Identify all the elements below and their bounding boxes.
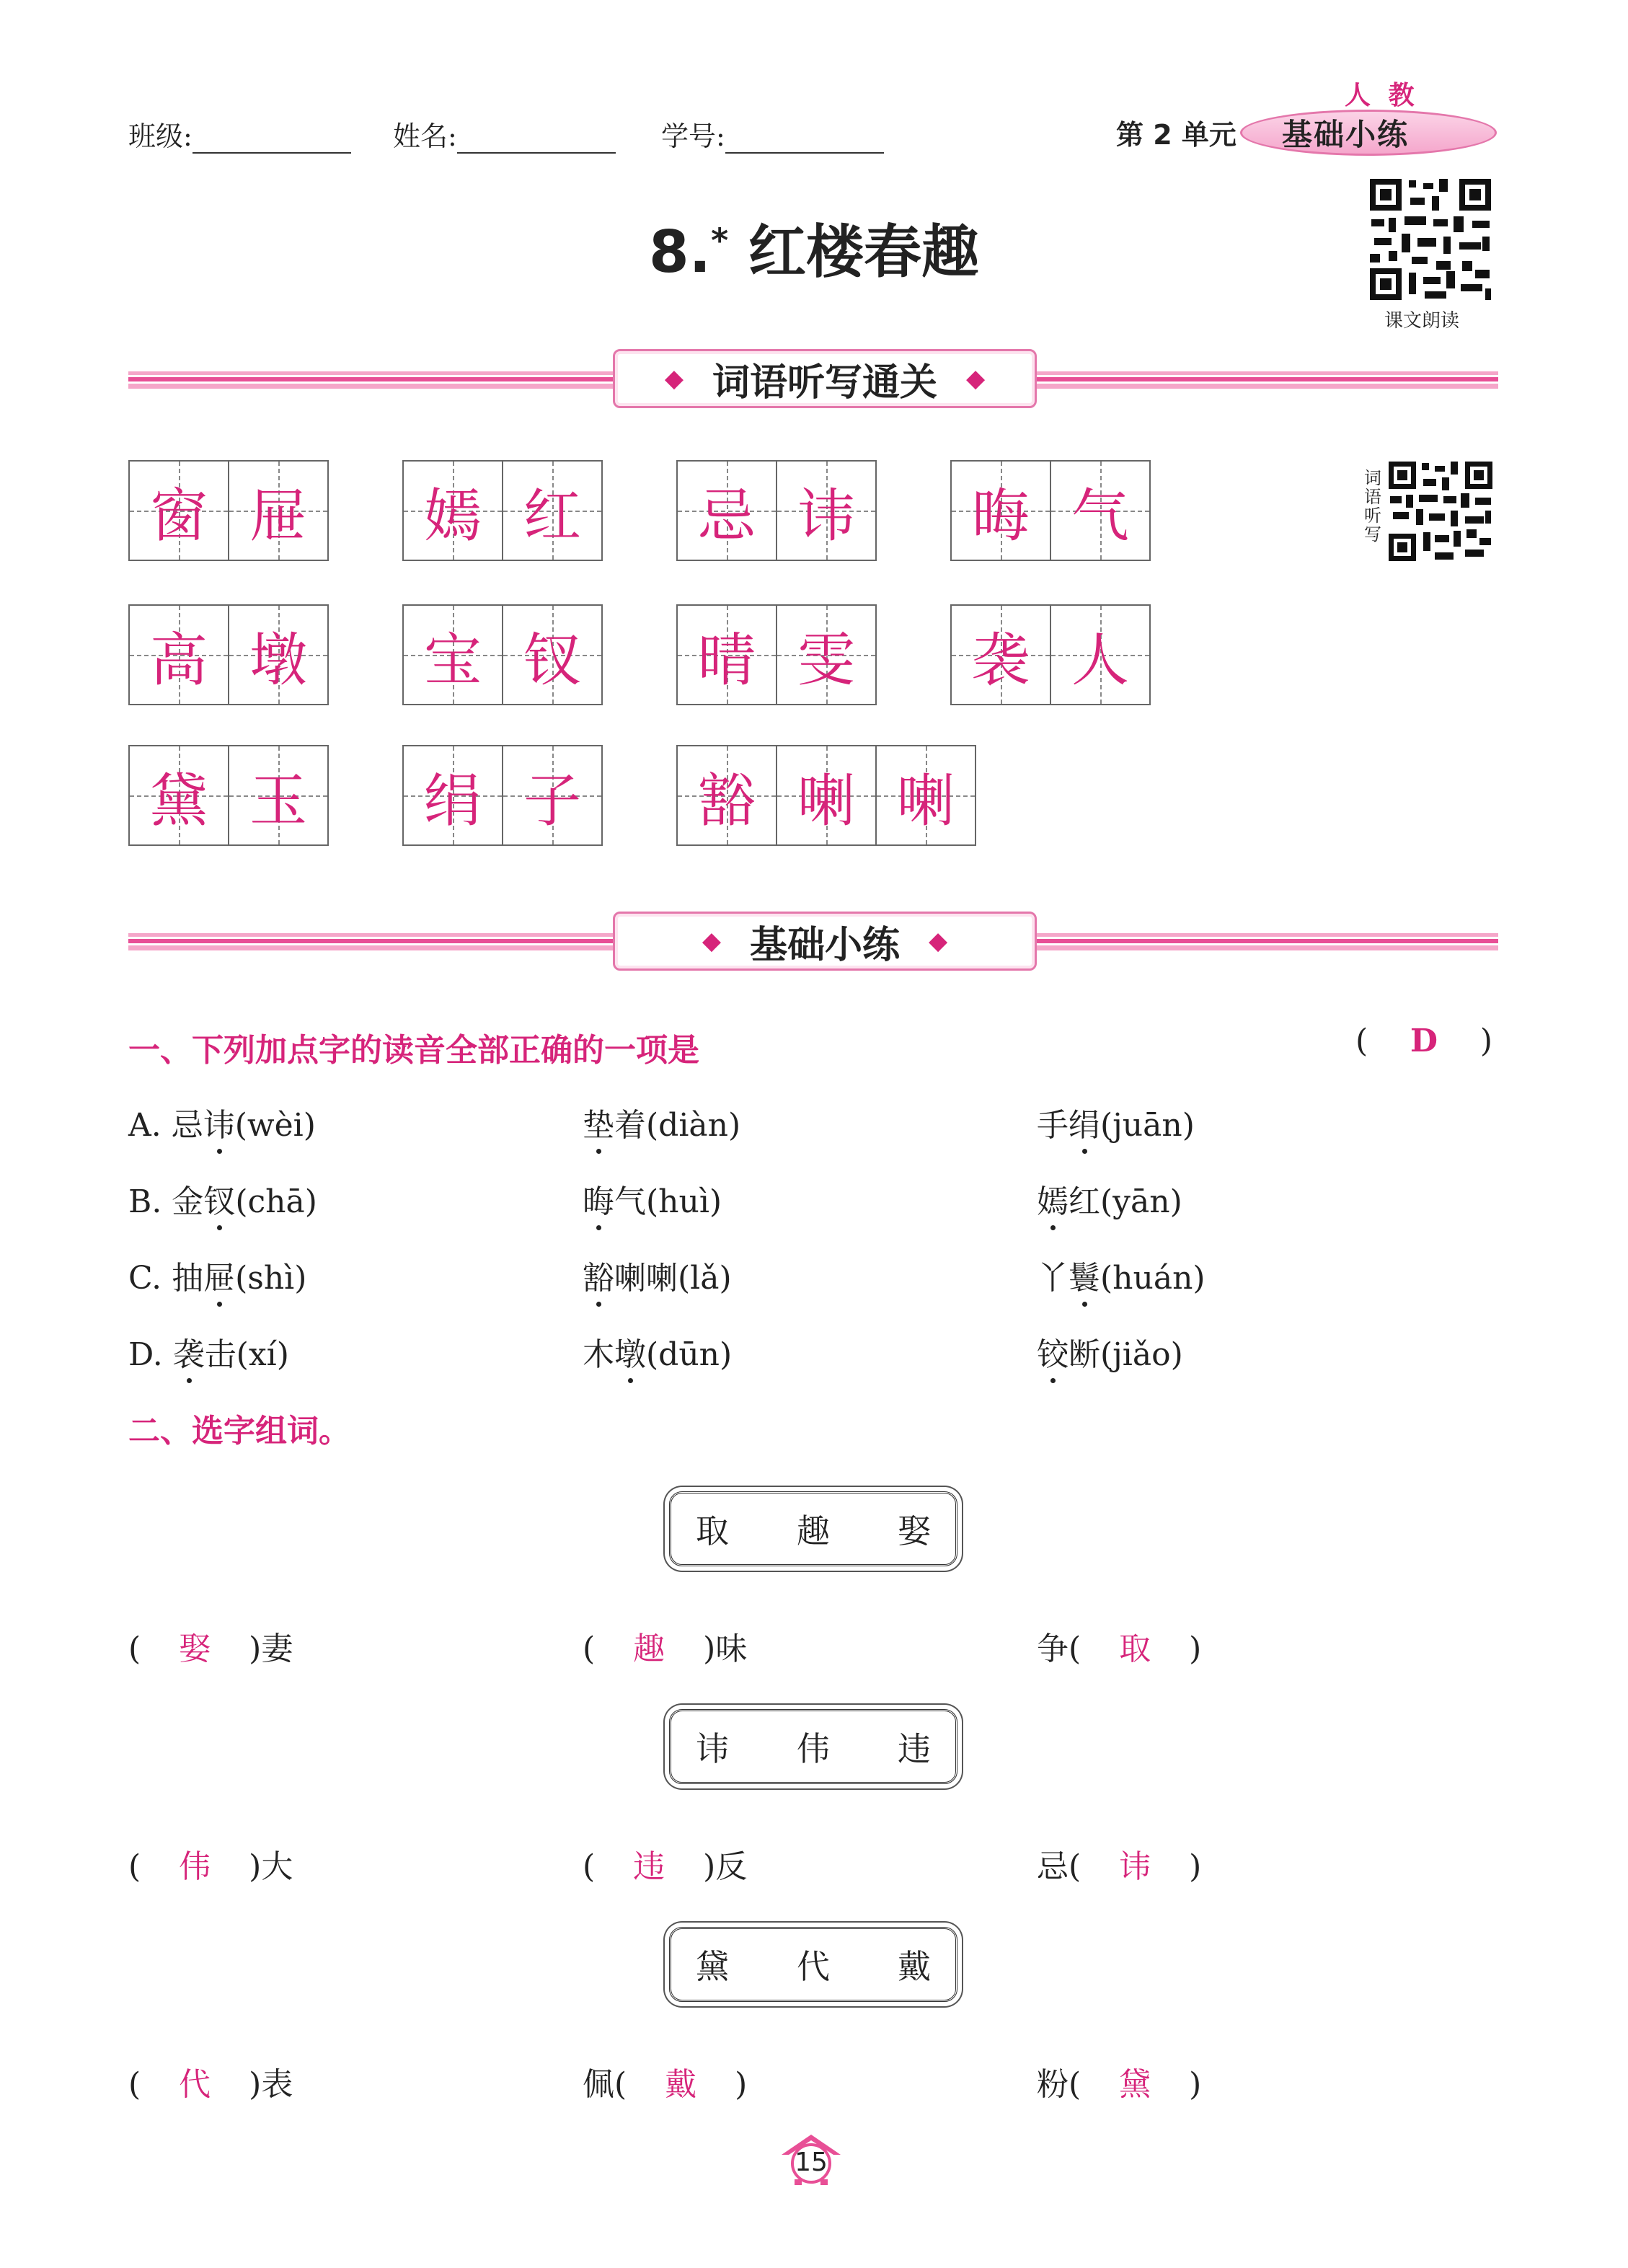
qr-reading-icon[interactable] xyxy=(1367,176,1494,303)
dictation-char: 喇 xyxy=(897,767,955,834)
writing-cell[interactable] xyxy=(228,604,329,705)
dictation-word-grid xyxy=(402,745,603,846)
dictation-char: 晴 xyxy=(698,626,756,694)
writing-cell[interactable] xyxy=(950,604,1051,705)
question-1-answer-box[interactable]: ( D ) xyxy=(1355,1023,1492,1059)
fill-blank-item[interactable]: 粉( 黛 ) xyxy=(1037,2058,1201,2104)
dictation-char: 窗 xyxy=(150,482,208,550)
option-item: 丫鬟(huán) xyxy=(1037,1252,1205,1298)
option-item: D. 袭击(xí) xyxy=(128,1328,289,1375)
writing-cell[interactable] xyxy=(402,745,503,846)
fill-answer: 取 xyxy=(1119,1631,1151,1667)
section-title-dictation: ◆ 词语听写通关 ◆ xyxy=(613,349,1037,408)
writing-cell[interactable] xyxy=(776,460,877,561)
option-item: 嫣红(yān) xyxy=(1037,1175,1182,1222)
option-item: 铰断(jiǎo) xyxy=(1037,1328,1183,1375)
writing-cell[interactable] xyxy=(676,745,777,846)
page-number-badge xyxy=(780,2133,842,2185)
dictation-char: 子 xyxy=(523,767,581,834)
option-item: 晦气(huì) xyxy=(583,1175,722,1222)
choice-char: 娶 xyxy=(898,1512,931,1550)
emphasis-dot-char: 钗 xyxy=(203,1175,235,1222)
diamond-icon: ◆ xyxy=(664,364,684,393)
name-blank[interactable] xyxy=(457,123,616,154)
dictation-word-grid xyxy=(676,745,976,846)
option-item: A. 忌讳(wèi) xyxy=(128,1099,316,1145)
dictation-char: 玉 xyxy=(249,767,307,834)
diamond-icon: ◆ xyxy=(929,927,948,956)
writing-cell[interactable] xyxy=(950,460,1051,561)
diamond-icon: ◆ xyxy=(966,364,986,393)
fill-blank-item[interactable]: ( 伟 )大 xyxy=(128,1840,293,1887)
emphasis-dot-char: 嫣 xyxy=(1037,1175,1069,1222)
dictation-word-grid xyxy=(128,460,329,561)
dictation-word-grid xyxy=(950,460,1151,561)
fill-blank-item[interactable]: 佩( 戴 ) xyxy=(583,2058,747,2104)
emphasis-dot-char: 晦 xyxy=(583,1175,614,1222)
writing-cell[interactable] xyxy=(228,745,329,846)
fill-answer: 趣 xyxy=(633,1631,665,1667)
emphasis-dot-char: 垫 xyxy=(583,1099,614,1145)
section-title-practice: ◆ 基础小练 ◆ xyxy=(613,912,1037,971)
option-item: C. 抽屉(shì) xyxy=(128,1252,306,1298)
dictation-char: 喇 xyxy=(797,767,855,834)
unit-label: 第 2 单元 xyxy=(1116,119,1237,151)
char-choice-frame xyxy=(669,1491,957,1566)
emphasis-dot-char: 屉 xyxy=(203,1252,235,1298)
qr-dictation-icon[interactable] xyxy=(1387,460,1494,562)
emphasis-dot-char: 豁 xyxy=(583,1252,614,1298)
question-1-title: 一、下列加点字的读音全部正确的一项是 xyxy=(128,1032,699,1069)
writing-cell[interactable] xyxy=(128,745,229,846)
qr-reading-caption: 课文朗读 xyxy=(1384,310,1460,332)
option-item: 手绢(juān) xyxy=(1037,1099,1195,1145)
emphasis-dot-char: 墩 xyxy=(614,1328,646,1375)
diamond-icon: ◆ xyxy=(702,927,721,956)
name-field: 姓名: xyxy=(393,114,616,154)
fill-blank-item[interactable]: 忌( 讳 ) xyxy=(1037,1840,1201,1887)
writing-cell[interactable] xyxy=(502,460,603,561)
student-no-field: 学号: xyxy=(661,114,884,154)
dictation-char: 嫣 xyxy=(424,482,482,550)
writing-cell[interactable] xyxy=(1050,460,1151,561)
dictation-char: 墩 xyxy=(249,626,307,694)
writing-cell[interactable] xyxy=(402,604,503,705)
student-no-blank[interactable] xyxy=(725,123,884,154)
dictation-word-grid xyxy=(128,745,329,846)
char-choice-frame xyxy=(669,1927,957,2002)
dictation-char: 钗 xyxy=(523,626,581,694)
dictation-word-grid xyxy=(128,604,329,705)
brand-logo: 人 教 基础小练 xyxy=(1240,75,1500,154)
fill-blank-item[interactable]: ( 娶 )妻 xyxy=(128,1623,293,1669)
dictation-char: 讳 xyxy=(797,482,855,550)
writing-cell[interactable] xyxy=(676,604,777,705)
writing-cell[interactable] xyxy=(128,460,229,561)
writing-cell[interactable] xyxy=(776,604,877,705)
writing-cell[interactable] xyxy=(875,745,976,846)
fill-answer: 娶 xyxy=(179,1631,211,1667)
dictation-word-grid xyxy=(402,604,603,705)
fill-blank-item[interactable]: 争( 取 ) xyxy=(1037,1623,1201,1669)
dictation-char: 高 xyxy=(150,626,208,694)
dictation-char: 袭 xyxy=(972,626,1030,694)
fill-blank-item[interactable]: ( 趣 )味 xyxy=(583,1623,747,1669)
choice-char: 趣 xyxy=(797,1512,830,1550)
dictation-char: 屉 xyxy=(249,482,307,550)
choice-char: 讳 xyxy=(696,1729,729,1768)
writing-cell[interactable] xyxy=(1050,604,1151,705)
fill-blank-item[interactable]: ( 代 )表 xyxy=(128,2058,293,2104)
dictation-char: 红 xyxy=(523,482,581,550)
fill-answer: 讳 xyxy=(1119,1848,1151,1885)
choice-char: 戴 xyxy=(898,1947,931,1986)
char-choice-frame xyxy=(669,1709,957,1784)
writing-cell[interactable] xyxy=(502,745,603,846)
dictation-word-grid xyxy=(676,460,877,561)
dictation-char: 忌 xyxy=(698,482,756,550)
choice-char: 代 xyxy=(797,1947,830,1986)
class-field: 班级: xyxy=(128,114,351,154)
emphasis-dot-char: 鬟 xyxy=(1069,1252,1100,1298)
page-title: 8.* 红楼春趣 xyxy=(649,219,979,286)
writing-cell[interactable] xyxy=(502,604,603,705)
dictation-char: 雯 xyxy=(797,626,855,694)
emphasis-dot-char: 讳 xyxy=(203,1099,235,1145)
emphasis-dot-char: 绢 xyxy=(1069,1099,1100,1145)
writing-cell[interactable] xyxy=(776,745,877,846)
choice-char: 伟 xyxy=(797,1729,830,1768)
dictation-char: 黛 xyxy=(150,767,208,834)
fill-blank-item[interactable]: ( 违 )反 xyxy=(583,1840,747,1887)
fill-answer: 代 xyxy=(179,2066,211,2103)
dictation-char: 人 xyxy=(1071,626,1129,694)
question-2-title: 二、选字组词。 xyxy=(128,1413,350,1450)
dictation-word-grid xyxy=(402,460,603,561)
dictation-char: 晦 xyxy=(972,482,1030,550)
dictation-char: 豁 xyxy=(698,767,756,834)
choice-char: 取 xyxy=(696,1512,729,1550)
option-item: 垫着(diàn) xyxy=(583,1099,740,1145)
dictation-word-grid xyxy=(676,604,877,705)
choice-char: 黛 xyxy=(696,1947,729,1986)
dictation-word-grid xyxy=(950,604,1151,705)
writing-cell[interactable] xyxy=(402,460,503,561)
dictation-char: 宝 xyxy=(424,626,482,694)
fill-answer: 违 xyxy=(633,1848,665,1885)
dictation-char: 绢 xyxy=(424,767,482,834)
emphasis-dot-char: 铰 xyxy=(1037,1328,1069,1375)
emphasis-dot-char: 袭 xyxy=(173,1328,205,1375)
dictation-char: 气 xyxy=(1071,482,1129,550)
option-item: 木墩(dūn) xyxy=(583,1328,732,1375)
writing-cell[interactable] xyxy=(128,604,229,705)
fill-answer: 黛 xyxy=(1119,2066,1151,2103)
option-item: 豁喇喇(lǎ) xyxy=(583,1252,732,1298)
fill-answer: 伟 xyxy=(179,1848,211,1885)
qr-dictation-caption: 词语听写 xyxy=(1364,468,1381,544)
option-item: B. 金钗(chā) xyxy=(128,1175,317,1222)
writing-cell[interactable] xyxy=(228,460,329,561)
fill-answer: 戴 xyxy=(665,2066,697,2103)
class-blank[interactable] xyxy=(193,123,351,154)
question-1-answer: D xyxy=(1410,1023,1438,1059)
page-number: 15 xyxy=(795,2148,828,2177)
choice-char: 违 xyxy=(898,1729,931,1768)
writing-cell[interactable] xyxy=(676,460,777,561)
